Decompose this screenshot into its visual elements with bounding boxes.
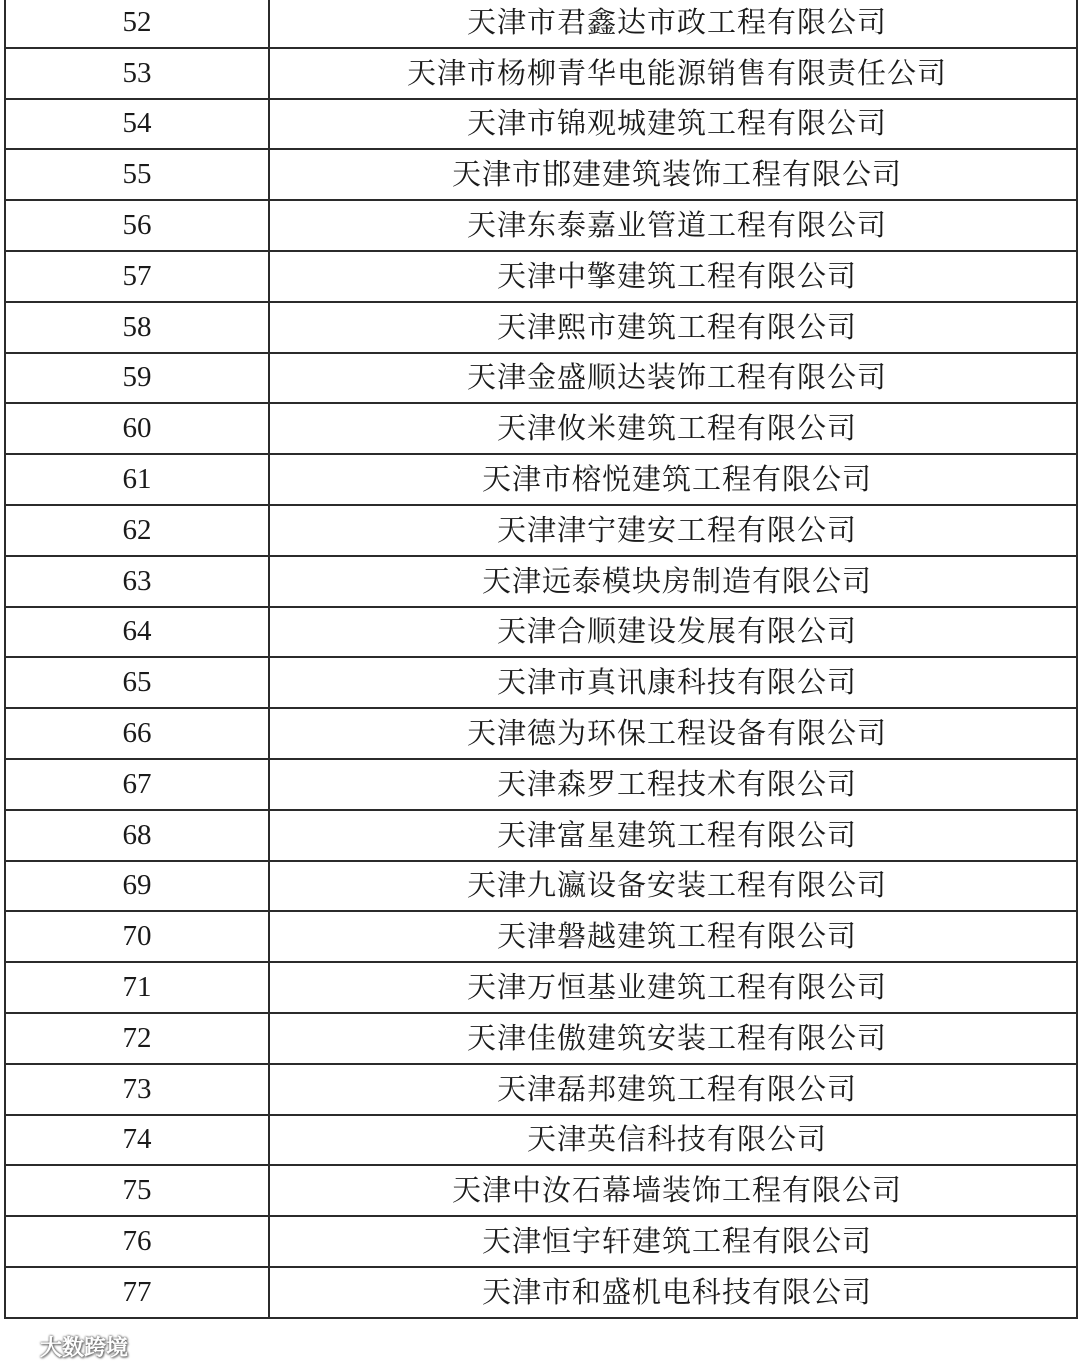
company-name: 天津万恒基业建筑工程有限公司 [269, 962, 1077, 1013]
table-row [5, 403, 1077, 454]
table-row [5, 962, 1077, 1013]
row-number: 73 [5, 1064, 269, 1115]
row-number: 70 [5, 911, 269, 962]
table-row [5, 200, 1077, 251]
row-number: 63 [5, 556, 269, 607]
table-row [5, 1064, 1077, 1115]
row-number: 56 [5, 200, 269, 251]
row-number: 62 [5, 505, 269, 556]
table-row [5, 759, 1077, 810]
company-name: 天津磊邦建筑工程有限公司 [269, 1064, 1077, 1115]
row-number: 75 [5, 1165, 269, 1216]
row-number: 65 [5, 657, 269, 708]
company-name: 天津森罗工程技术有限公司 [269, 759, 1077, 810]
table-row [5, 911, 1077, 962]
row-number: 69 [5, 861, 269, 912]
company-name: 天津远泰模块房制造有限公司 [269, 556, 1077, 607]
row-number: 72 [5, 1013, 269, 1064]
watermark [2, 1331, 128, 1362]
company-name: 天津攸米建筑工程有限公司 [269, 403, 1077, 454]
table-row [5, 657, 1077, 708]
company-name: 天津市邯建建筑装饰工程有限公司 [269, 149, 1077, 200]
row-number: 60 [5, 403, 269, 454]
table-row [5, 251, 1077, 302]
table-body [5, 0, 1077, 1318]
company-name: 天津市君鑫达市政工程有限公司 [269, 0, 1077, 48]
row-number: 66 [5, 708, 269, 759]
row-number: 76 [5, 1216, 269, 1267]
company-name: 天津东泰嘉业管道工程有限公司 [269, 200, 1077, 251]
company-name: 天津中擎建筑工程有限公司 [269, 251, 1077, 302]
company-name: 天津市锦观城建筑工程有限公司 [269, 99, 1077, 150]
table-row [5, 1165, 1077, 1216]
row-number: 77 [5, 1267, 269, 1318]
table-row [5, 48, 1077, 99]
row-number: 67 [5, 759, 269, 810]
table-row [5, 861, 1077, 912]
company-name: 天津中汝石幕墙装饰工程有限公司 [269, 1165, 1077, 1216]
row-number: 53 [5, 48, 269, 99]
table-row [5, 810, 1077, 861]
row-number: 52 [5, 0, 269, 48]
row-number: 71 [5, 962, 269, 1013]
company-name: 天津九瀛设备安装工程有限公司 [269, 861, 1077, 912]
table-row [5, 454, 1077, 505]
company-name: 天津市杨柳青华电能源销售有限责任公司 [269, 48, 1077, 99]
table-row [5, 607, 1077, 658]
company-name: 天津恒宇轩建筑工程有限公司 [269, 1216, 1077, 1267]
table-row [5, 99, 1077, 150]
company-name: 天津佳傲建筑安装工程有限公司 [269, 1013, 1077, 1064]
table-row [5, 708, 1077, 759]
table-row [5, 302, 1077, 353]
table-row [5, 149, 1077, 200]
company-name: 天津津宁建安工程有限公司 [269, 505, 1077, 556]
row-number: 61 [5, 454, 269, 505]
table-row [5, 353, 1077, 404]
row-number: 58 [5, 302, 269, 353]
company-name: 天津熙市建筑工程有限公司 [269, 302, 1077, 353]
table-row [5, 1216, 1077, 1267]
company-name: 天津德为环保工程设备有限公司 [269, 708, 1077, 759]
company-name: 天津市和盛机电科技有限公司 [269, 1267, 1077, 1318]
company-name: 天津市真讯康科技有限公司 [269, 657, 1077, 708]
row-number: 59 [5, 353, 269, 404]
row-number: 64 [5, 607, 269, 658]
weibo-logo-icon [2, 1333, 36, 1361]
company-name: 天津市榕悦建筑工程有限公司 [269, 454, 1077, 505]
table-row [5, 556, 1077, 607]
company-name: 天津富星建筑工程有限公司 [269, 810, 1077, 861]
company-name: 天津磐越建筑工程有限公司 [269, 911, 1077, 962]
table-row [5, 1267, 1077, 1318]
row-number: 57 [5, 251, 269, 302]
row-number: 54 [5, 99, 269, 150]
company-name: 天津金盛顺达装饰工程有限公司 [269, 353, 1077, 404]
table-row [5, 0, 1077, 48]
row-number: 55 [5, 149, 269, 200]
watermark-text: 大数跨境 [40, 1336, 129, 1361]
table-row [5, 505, 1077, 556]
company-list-table [4, 0, 1078, 1319]
table-row [5, 1115, 1077, 1166]
company-name: 天津英信科技有限公司 [269, 1115, 1077, 1166]
row-number: 68 [5, 810, 269, 861]
table-row [5, 1013, 1077, 1064]
row-number: 74 [5, 1115, 269, 1166]
company-name: 天津合顺建设发展有限公司 [269, 607, 1077, 658]
